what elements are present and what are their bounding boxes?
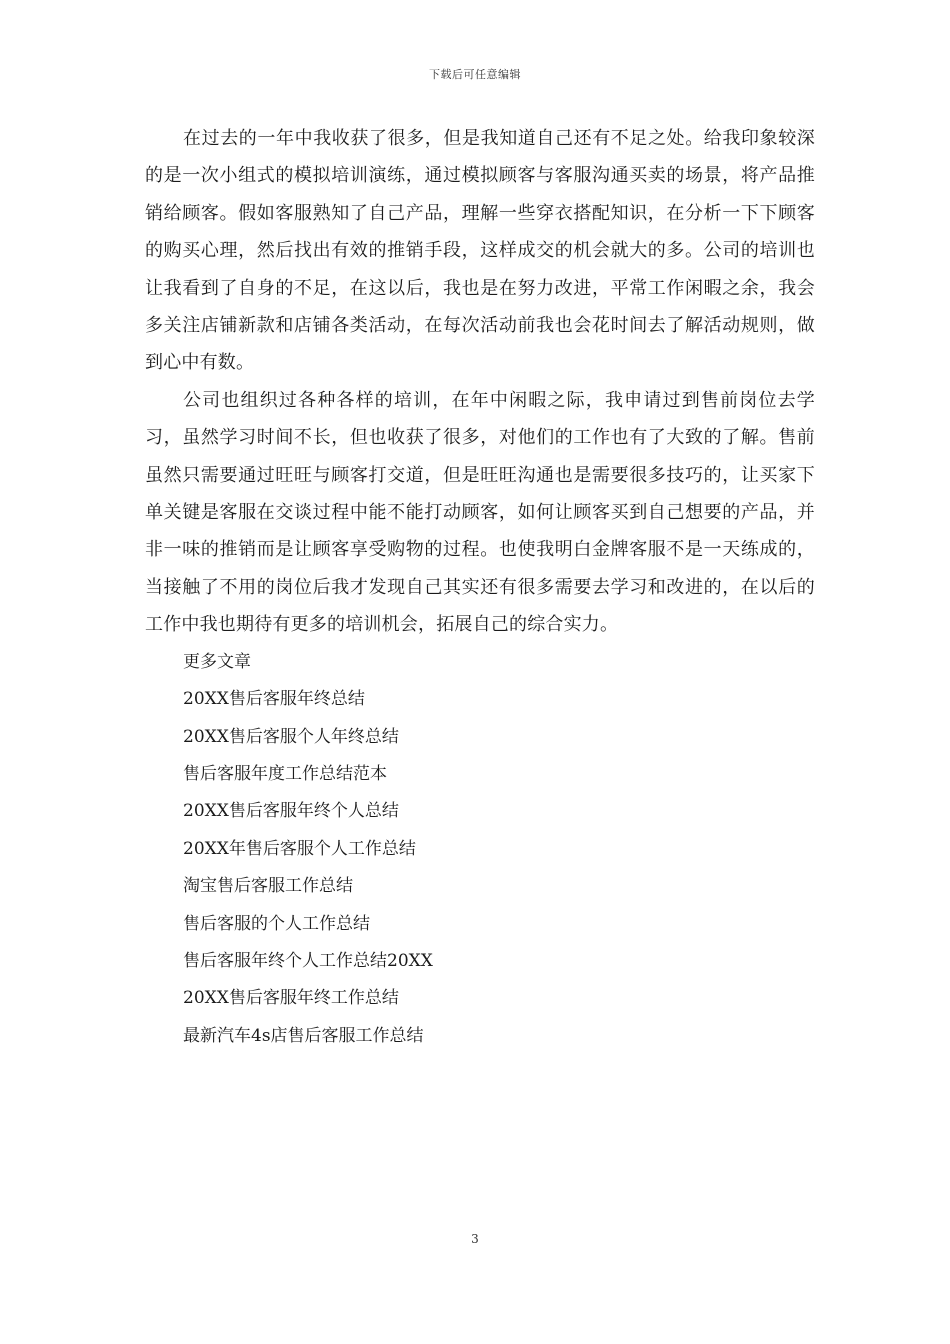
article-link[interactable]: 20XX年售后客服个人工作总结 — [183, 838, 416, 859]
more-articles-heading: 更多文章 — [183, 651, 251, 672]
article-link[interactable]: 20XX售后客服个人年终总结 — [183, 726, 399, 747]
article-link[interactable]: 售后客服年度工作总结范本 — [183, 763, 387, 784]
paragraph: 在过去的一年中我收获了很多，但是我知道自己还有不足之处。给我印象较深的是一次小组式的模拟培训演练，通过模拟顾客与客服沟通买卖的场景，将产品推销给顾客。假如客服熟知了自己产品，理解一些穿衣搭配知识，在分析一下下顾客的购买心理，然后找出有效的推销手段，这样成交的机会就大的多。公司的培训也让我看到了自身的不足，在这以后，我也是在努力改进，平常工作闲暇之余，我会多关注店铺新款和店铺各类活动，在每次活动前我也会花时间去了解活动规则，做到心中有数。 — [145, 128, 815, 374]
article-list — [145, 681, 815, 1055]
article-link[interactable]: 最新汽车4s店售后客服工作总结 — [183, 1025, 424, 1046]
paragraph: 公司也组织过各种各样的培训，在年中闲暇之际，我申请过到售前岗位去学习，虽然学习时间不长，但也收获了很多，对他们的工作也有了大致的了解。售前虽然只需要通过旺旺与顾客打交道，但是旺旺沟通也是需要很多技巧的，让买家下单关键是客服在交谈过程中能不能打动顾客，如何让顾客买到自己想要的产品，并非一味的推销而是让顾客享受购物的过程。也使我明白金牌客服不是一天练成的，当接触了不用的岗位后我才发现自己其实还有很多需要去学习和改进的，在以后的工作中我也期待有更多的培训机会，拓展自己的综合实力。 — [145, 389, 815, 636]
article-link[interactable]: 售后客服年终个人工作总结20XX — [183, 950, 433, 971]
article-link[interactable]: 20XX售后客服年终个人总结 — [183, 801, 399, 822]
article-link[interactable]: 20XX售后客服年终总结 — [183, 689, 365, 710]
article-link[interactable]: 售后客服的个人工作总结 — [183, 913, 370, 934]
article-link[interactable]: 淘宝售后客服工作总结 — [183, 876, 353, 897]
article-link[interactable]: 20XX售后客服年终工作总结 — [183, 988, 399, 1009]
page-header: 下载后可任意编辑 — [429, 68, 521, 81]
document-body — [145, 120, 815, 1055]
page-number: 3 — [471, 1232, 479, 1246]
